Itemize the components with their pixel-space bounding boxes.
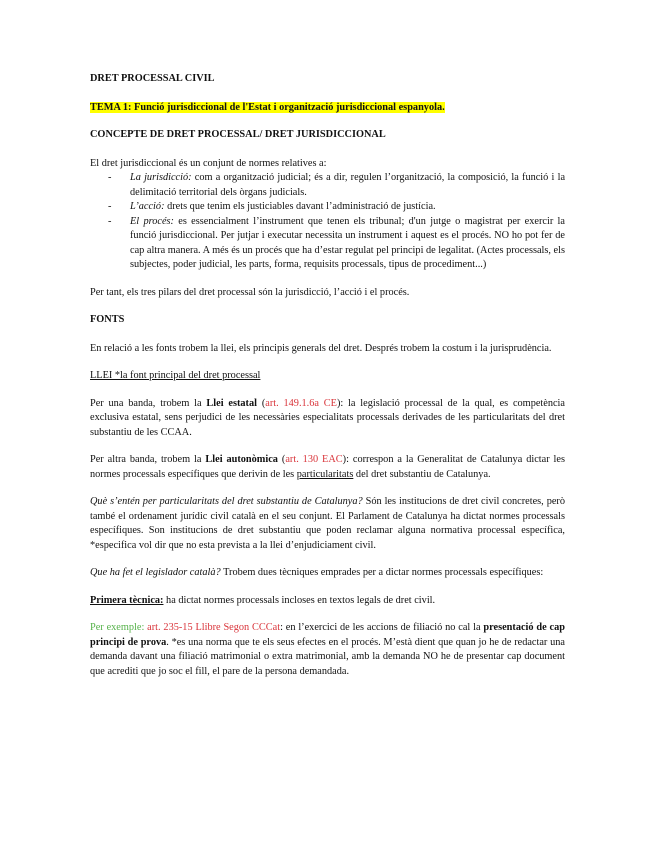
text-run: (: [257, 397, 266, 409]
article-reference: art. 235-15 Llibre Segon CCCat: [147, 622, 281, 633]
concept-list: [90, 171, 565, 273]
list-item-text: com a organització judicial; és a dir, regulen l’organització, la composició, la funció i la delimitació territorial dels òrgans judicials.: [130, 172, 566, 198]
document-heading: DRET PROCESSAL CIVIL: [90, 73, 215, 84]
text-run: del dret substantiu de Catalunya.: [353, 468, 491, 480]
article-reference: art. 130 EAC: [285, 454, 343, 465]
tema-line: [90, 101, 565, 116]
question-text: Què s’entén per particularitats del dret substantiu de Catalunya?: [90, 496, 363, 507]
text-run: Per una banda, trobem la: [90, 397, 207, 409]
list-item-text: es essencialment l’instrument que tenen els tribunal; d'un jutge o magistrat per exercir la funció jurisdiccional. Per jutjar i executar necessita un instrument i aquest es el procés. NO ho pot fer de cap altra manera. A més és un procés que ha d’estar regulat pel principi de legalitat. (Actes processals, els subjectes, poder judicial, les parts, forma, requisits processals, tipus de procediment...): [130, 215, 565, 270]
intro-text: El dret jurisdiccional és un conjunt de normes relatives a:: [90, 157, 327, 169]
llei-heading: LLEI *la font principal del dret processal: [90, 370, 261, 381]
text-run: Per altra banda, trobem la: [90, 454, 206, 465]
particularitats-paragraph: [90, 495, 565, 553]
document-body: [90, 72, 565, 692]
concepte-heading: CONCEPTE DE DRET PROCESSAL/ DRET JURISDICCIONAL: [90, 129, 386, 140]
list-item: [90, 215, 565, 273]
bold-term: presentació de cap principi de prova: [90, 622, 565, 648]
dash-bullet: -: [108, 172, 112, 183]
estatal-paragraph: [90, 397, 565, 441]
autonomica-paragraph: [90, 453, 565, 482]
primera-tecnica-label: Primera tècnica:: [90, 594, 164, 606]
text-run: Trobem dues tècniques emprades per a dictar normes processals específiques:: [220, 567, 544, 578]
text-run: : en l’exercici de les accions de filiació no cal la: [280, 622, 484, 633]
list-item: [90, 200, 565, 215]
list-item-term: L’acció:: [130, 201, 165, 212]
list-item-text: drets que tenim els justiciables davant l’administració de justícia.: [164, 201, 436, 212]
question-text: Que ha fet el legislador català?: [90, 567, 221, 578]
list-item-term: El procés:: [130, 215, 174, 227]
tema-highlight: TEMA 1: Funció jurisdiccional de l'Estat i organització jurisdiccional espanyola.: [90, 101, 445, 113]
text-run: Són les institucions de dret civil concretes, però també el ordenament jurídic civil català en el seu conjunt. El Parlament de Catalunya ha dictat normes processals específiques. Son institucions de dret substantiu que poden reclamar alguna normativa processal específica, *especifica vol dir que no esta prevista a la llei d’enjudiciament civil.: [90, 496, 565, 551]
pilars-text: Per tant, els tres pilars del dret processal són la jurisdicció, l’acció i el procés.: [90, 286, 410, 298]
text-run: ): correspon a la Generalitat de Catalunya dictar les normes processals específiques que derivin de les: [90, 454, 565, 480]
fonts-text: En relació a les fonts trobem la llei, els principis generals del dret. Després trobem la costum i la jurisprudència.: [90, 342, 552, 354]
dash-bullet: -: [108, 215, 112, 227]
list-item-term: La jurisdicció:: [130, 172, 192, 183]
text-run: ): la legislació processal de la qual, es competència exclusiva estatal, sens perjudici de les necessàries especialitats processals derivades de les particularitats del dret substantiu de les CCAA.: [90, 397, 565, 438]
list-item: [90, 171, 565, 200]
primera-tecnica-paragraph: [90, 594, 565, 609]
example-label: Per exemple:: [90, 622, 148, 633]
llei-autonomica-term: Llei autonòmica: [205, 454, 278, 465]
text-run: . *es una norma que te els seus efectes en el procés. M’està dient que quan jo he de redactar una demanda davant una filiació matrimonial o extra matrimonial, amb la demanda NO he de presentar cap document que acrediti que jo soc el fill, el pare de la persona demandada.: [90, 636, 565, 677]
text-run: (: [277, 454, 286, 465]
legislador-paragraph: [90, 566, 565, 581]
article-reference: art. 149.1.6a CE: [265, 397, 337, 409]
dash-bullet: -: [108, 201, 112, 212]
exemple-paragraph: [90, 621, 565, 679]
underlined-term: particularitats: [296, 468, 354, 480]
fonts-heading: FONTS: [90, 314, 125, 325]
text-run: ha dictat normes processals incloses en textos legals de dret civil.: [163, 594, 436, 606]
llei-estatal-term: Llei estatal: [206, 397, 257, 409]
